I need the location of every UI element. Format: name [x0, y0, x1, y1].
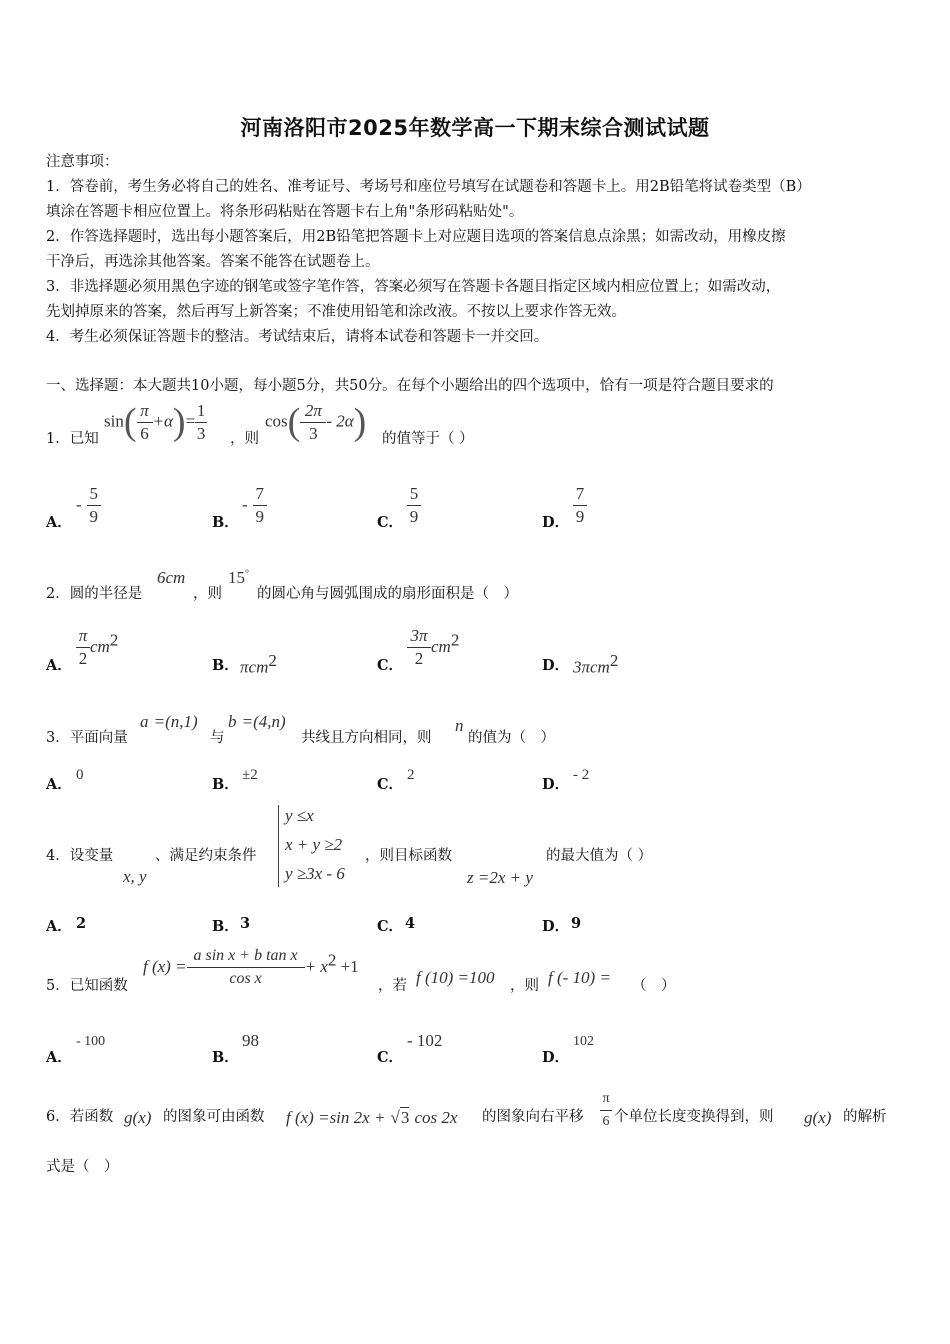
q3-tail: 的值为（ ）	[468, 730, 555, 746]
q1-stem: 1．已知	[46, 431, 99, 447]
q3-option-b: ±2	[242, 767, 258, 783]
q1-option-a: - $\frac{5}{9}$	[76, 484, 101, 527]
notice-line: 3．非选择题必须用黑色字迹的钢笔或签字笔作答，答案必须写在答题卡各题目指定区域内相应位置上；如需改动，	[46, 279, 781, 295]
q4-option-a-label: A．	[46, 918, 72, 935]
q4-objective: z =2x + y	[467, 868, 533, 887]
q1-option-b-label: B．	[212, 514, 239, 531]
q4-brace	[278, 805, 279, 887]
q5-option-d: 102	[573, 1034, 594, 1049]
q4-mid: 、满足约束条件	[155, 848, 257, 864]
q4-option-b: 3	[240, 915, 251, 932]
q4-option-d: 9	[571, 915, 582, 932]
q3-option-c: 2	[407, 767, 415, 783]
q1-option-c-label: C．	[377, 514, 404, 531]
q2-option-c: $\frac{3\pi}{2}$ $cm^2$	[407, 626, 459, 669]
section-heading: 一、选择题：本大题共10小题，每小题5分，共50分。在每个小题给出的四个选项中，恰有一项是符合题目要求的	[46, 378, 774, 394]
q3-option-c-label: C．	[377, 776, 404, 793]
q3-stem: 3．平面向量	[46, 730, 128, 746]
q1-sin-expression: sin( $\frac{\pi}{6}$ +α)= $\frac{1}{3}$	[104, 400, 206, 443]
q1-option-d: $\frac{7}{9}$	[573, 484, 587, 527]
q1-option-b: - $\frac{7}{9}$	[242, 484, 267, 527]
q5-option-a-label: A．	[46, 1049, 72, 1066]
q3-vector-b: b =(4,n)	[228, 712, 286, 731]
q1-option-d-label: D．	[542, 514, 570, 531]
q4-tail: 的最大值为（ ）	[546, 848, 653, 864]
q5-option-c: - 102	[407, 1031, 443, 1050]
q2-option-a-label: A．	[46, 657, 72, 674]
q6-f-definition: f (x) =sin 2x + √3 cos 2x	[286, 1108, 458, 1127]
q6-shift: $\frac{\pi}{6}$	[600, 1089, 612, 1132]
q4-option-b-label: B．	[212, 918, 239, 935]
q6-mid3: 个单位长度变换得到，则	[614, 1109, 774, 1125]
notice-line: 干净后，再选涂其他答案。答案不能答在试题卷上。	[46, 254, 380, 270]
q3-option-d-label: D．	[542, 776, 570, 793]
notice-line: 先划掉原来的答案，然后再写上新答案；不准使用铅笔和涂改液。不按以上要求作答无效。	[46, 304, 626, 320]
notice-line: 2．作答选择题时，选出每小题答案后，用2B铅笔把答题卡上对应题目选项的答案信息点涂黑；如需改动，用橡皮擦	[46, 229, 786, 245]
q5-option-c-label: C．	[377, 1049, 404, 1066]
q4-option-a: 2	[76, 915, 87, 932]
q4-mid2: ，则目标函数	[365, 848, 452, 864]
q2-option-d-label: D．	[542, 657, 570, 674]
q2-option-d: 3πcm$^2$	[573, 651, 619, 677]
q4-option-d-label: D．	[542, 918, 570, 935]
q1-option-a-label: A．	[46, 514, 72, 531]
q3-mid: 共线且方向相同，则	[301, 730, 432, 746]
q5-then: ，则	[510, 978, 539, 994]
q5-option-b: 98	[242, 1031, 259, 1050]
q2-angle: 15°	[228, 568, 249, 587]
q4-constraint-2: x + y ≥2	[285, 835, 343, 854]
q2-tail: 的圆心角与圆弧围成的扇形面积是（ ）	[257, 586, 518, 602]
q6-g: g(x)	[124, 1108, 152, 1127]
q4-option-c-label: C．	[377, 918, 404, 935]
q5-if: ，若	[378, 978, 407, 994]
q5-target: f (- 10) =	[548, 968, 611, 987]
notice-line: 1．答卷前，考生务必将自己的姓名、准考证号、考场号和座位号填写在试题卷和答题卡上。用2B铅笔将试卷类型（B）	[46, 179, 811, 195]
q2-radius: 6cm	[157, 568, 186, 587]
q5-option-b-label: B．	[212, 1049, 239, 1066]
q3-option-d: - 2	[573, 767, 590, 783]
q1-then: ，则	[230, 431, 259, 447]
q6-mid2: 的图象向右平移	[482, 1109, 584, 1125]
q1-option-c: $\frac{5}{9}$	[407, 484, 421, 527]
q5-option-d-label: D．	[542, 1049, 570, 1066]
notice-heading: 注意事项：	[46, 154, 119, 170]
q6-g-2: g(x)	[804, 1108, 832, 1127]
q3-option-a: 0	[76, 767, 84, 783]
q4-stem: 4．设变量	[46, 848, 114, 864]
notice-line: 4．考生必须保证答题卡的整洁。考试结束后，请将本试卷和答题卡一并交回。	[46, 329, 549, 345]
q5-tail: （ ）	[632, 978, 676, 994]
q1-cos-expression: cos( $\frac{2\pi}{3}$ - 2α)	[265, 400, 367, 443]
q5-function-definition: f (x) = $\frac{\text{a sin x + b tan x}}{\text{cos x}}$ + $x^2 +1$	[143, 947, 359, 987]
q2-option-a: $\frac{\pi}{2}$ $cm^2$	[76, 626, 118, 669]
page-title: 河南洛阳市2025年数学高一下期末综合测试试题	[240, 116, 710, 140]
q5-option-a: - 100	[76, 1034, 106, 1049]
q4-constraint-3: y ≥3x - 6	[285, 864, 345, 883]
q5-stem: 5．已知函数	[46, 978, 128, 994]
q1-tail: 的值等于（ ）	[382, 431, 474, 447]
q6-line2: 式是（ ）	[46, 1159, 119, 1175]
q2-option-b: πcm$^2$	[240, 651, 277, 677]
q4-variables: x, y	[123, 867, 147, 886]
q2-option-c-label: C．	[377, 657, 404, 674]
q4-constraint-1: y ≤x	[285, 806, 314, 825]
q6-mid: 的图象可由函数	[163, 1109, 265, 1125]
q4-option-c: 4	[405, 915, 416, 932]
q3-n: n	[455, 716, 464, 735]
q3-and: 与	[210, 730, 225, 746]
q3-option-a-label: A．	[46, 776, 72, 793]
notice-line: 填涂在答题卡相应位置上。将条形码粘贴在答题卡右上角"条形码粘贴处"。	[46, 204, 524, 220]
q6-stem: 6．若函数	[46, 1109, 114, 1125]
q3-vector-a: a =(n,1)	[140, 712, 198, 731]
q2-stem: 2．圆的半径是	[46, 586, 143, 602]
q5-condition: f (10) =100	[416, 968, 495, 987]
q6-tail: 的解析	[843, 1109, 887, 1125]
q2-option-b-label: B．	[212, 657, 239, 674]
q2-then: ，则	[193, 586, 222, 602]
q3-option-b-label: B．	[212, 776, 239, 793]
